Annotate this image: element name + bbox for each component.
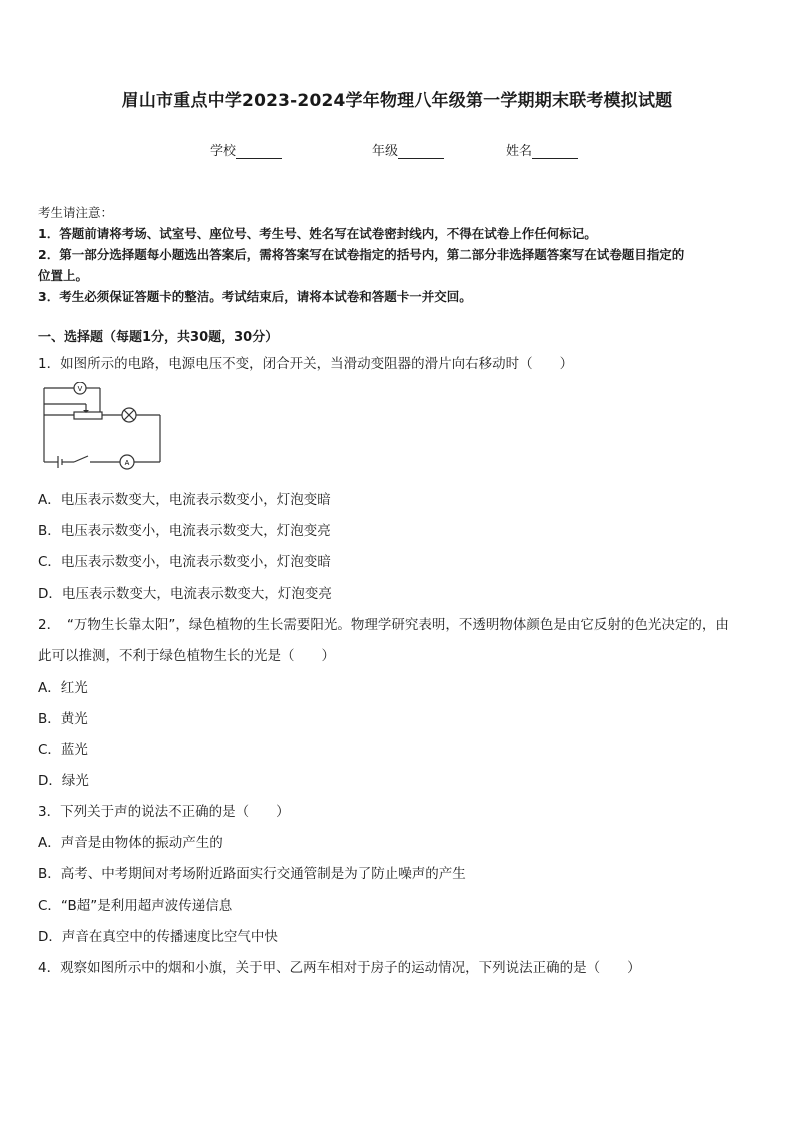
question-1-stem: 1．如图所示的电路，电源电压不变，闭合开关，当滑动变阻器的滑片向右移动时（ ） [38, 356, 574, 372]
section-title: 一、选择题（每题1分，共30题，30分） [38, 330, 279, 345]
voltmeter-label: V [77, 386, 83, 393]
question-2-option-b[interactable]: B．黄光 [38, 711, 88, 727]
ammeter-label: A [124, 460, 130, 467]
notice-item-1: 1．答题前请将考场、试室号、座位号、考生号、姓名写在试卷密封线内，不得在试卷上作任何标记。 [38, 226, 597, 241]
question-2-option-c[interactable]: C．蓝光 [38, 742, 88, 758]
school-label: 学校 [210, 144, 237, 159]
student-info-row [0, 140, 794, 160]
notice-block [38, 202, 764, 307]
question-3-stem: 3．下列关于声的说法不正确的是（ ） [38, 804, 290, 820]
notice-item-3: 3．考生必须保证答题卡的整洁。考试结束后，请将本试卷和答题卡一并交回。 [38, 289, 472, 304]
question-3-option-a[interactable]: A．声音是由物体的振动产生的 [38, 835, 223, 851]
question-3-option-d[interactable]: D．声音在真空中的传播速度比空气中快 [38, 929, 278, 945]
switch-icon [74, 456, 88, 462]
question-1-option-c[interactable]: C．电压表示数变小，电流表示数变小，灯泡变暗 [38, 554, 331, 570]
exam-title: 眉山市重点中学2023-2024学年物理八年级第一学期期末联考模拟试题 [121, 91, 673, 111]
grade-blank[interactable] [398, 144, 444, 159]
school-field[interactable] [210, 140, 282, 159]
name-field[interactable] [506, 140, 578, 159]
question-4-stem: 4．观察如图所示中的烟和小旗，关于甲、乙两车相对于房子的运动情况，下列说法正确的是（ ） [38, 960, 641, 976]
grade-field[interactable] [372, 140, 444, 159]
name-label: 姓名 [506, 144, 533, 159]
circuit-diagram [40, 382, 166, 472]
question-1-option-d[interactable]: D．电压表示数变大，电流表示数变大，灯泡变亮 [38, 586, 332, 602]
question-2-option-a[interactable]: A．红光 [38, 680, 88, 696]
notice-item-2-cont: 位置上。 [38, 268, 89, 283]
question-1-option-b[interactable]: B．电压表示数变小，电流表示数变大，灯泡变亮 [38, 523, 331, 539]
notice-heading: 考生请注意： [38, 205, 114, 220]
question-2-option-d[interactable]: D．绿光 [38, 773, 89, 789]
question-2-stem: 2． “万物生长靠太阳”，绿色植物的生长需要阳光。物理学研究表明，不透明物体颜色是由它反射的色光决定的，由 [38, 617, 729, 633]
notice-item-2: 2．第一部分选择题每小题选出答案后，需将答案写在试卷指定的括号内，第二部分非选择题答案写在试卷题目指定的 [38, 247, 685, 262]
question-2-stem-cont: 此可以推测，不利于绿色植物生长的光是（ ） [38, 648, 335, 664]
question-3-option-b[interactable]: B．高考、中考期间对考场附近路面实行交通管制是为了防止噪声的产生 [38, 866, 466, 882]
question-3-option-c[interactable]: C．“B超”是利用超声波传递信息 [38, 898, 233, 914]
grade-label: 年级 [372, 144, 399, 159]
rheostat-icon [74, 412, 102, 419]
school-blank[interactable] [236, 144, 282, 159]
name-blank[interactable] [532, 144, 578, 159]
question-1-option-a[interactable]: A．电压表示数变大，电流表示数变小，灯泡变暗 [38, 492, 331, 508]
